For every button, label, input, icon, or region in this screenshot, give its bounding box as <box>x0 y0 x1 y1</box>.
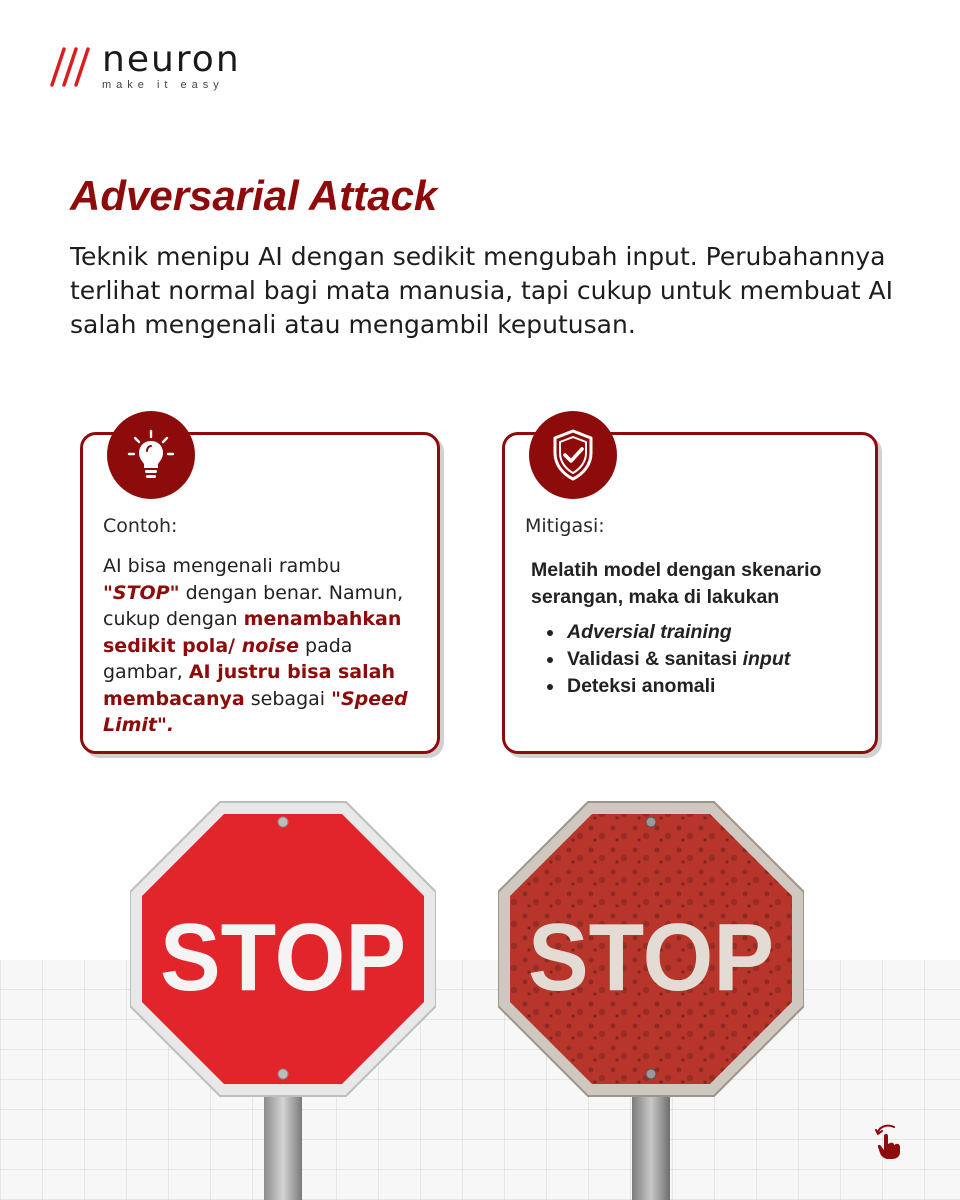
list-item <box>565 619 790 646</box>
stop-sign-weathered <box>498 800 804 1200</box>
mitigation-item-adversarial: Adversial training <box>567 621 732 643</box>
stop-sign-clean-text: STOP <box>160 904 406 1011</box>
page-title: Adversarial Attack <box>70 172 438 219</box>
example-card <box>80 432 440 754</box>
example-label: Contoh: <box>103 515 178 537</box>
example-text-3: pada gambar, <box>103 634 353 683</box>
lightbulb-icon <box>123 427 179 483</box>
example-text-1: AI bisa mengenali rambu <box>103 555 341 577</box>
list-item <box>565 673 790 700</box>
mitigation-item-validation: Validasi & sanitasi <box>567 648 743 670</box>
mitigation-item-anomaly: Deteksi anomali <box>567 675 716 697</box>
mitigation-lead: Melatih model dengan skenario serangan, maka di lakukan <box>531 559 822 608</box>
swipe-hand-icon[interactable] <box>872 1122 906 1160</box>
example-highlight-noise: noise <box>241 634 299 657</box>
stop-sign-weathered-text: STOP <box>528 904 774 1011</box>
example-text <box>103 553 423 739</box>
mitigation-item-input: input <box>742 648 791 670</box>
shield-check-icon <box>545 427 601 483</box>
example-highlight-misread: AI justru bisa salah membacanya <box>103 661 395 710</box>
example-highlight-pattern: menambahkan sedikit pola/ <box>103 608 402 657</box>
brand-tagline: make it easy <box>102 79 224 91</box>
speed-limit-quote: "Speed Limit". <box>103 687 408 736</box>
mitigation-list <box>545 619 790 700</box>
brand-name: neuron <box>102 39 241 80</box>
mitigation-badge <box>529 411 617 499</box>
example-text-2: dengan benar. Namun, cukup dengan <box>103 581 404 630</box>
brand-logo <box>48 39 241 91</box>
intro-paragraph: Teknik menipu AI dengan sedikit mengubah input. Perubahannya terlihat normal bagi mata manusia, tapi cukup untuk membuat AI salah mengenali atau mengambil keputusan. <box>70 242 893 339</box>
example-badge <box>107 411 195 499</box>
list-item <box>565 646 790 673</box>
mitigation-label: Mitigasi: <box>525 515 605 537</box>
mitigation-card <box>502 432 878 754</box>
stop-quote: "STOP" <box>103 581 180 604</box>
example-text-4: sebagai <box>244 687 332 710</box>
brand-slash-icon <box>48 47 96 87</box>
stop-sign-clean <box>130 800 436 1200</box>
